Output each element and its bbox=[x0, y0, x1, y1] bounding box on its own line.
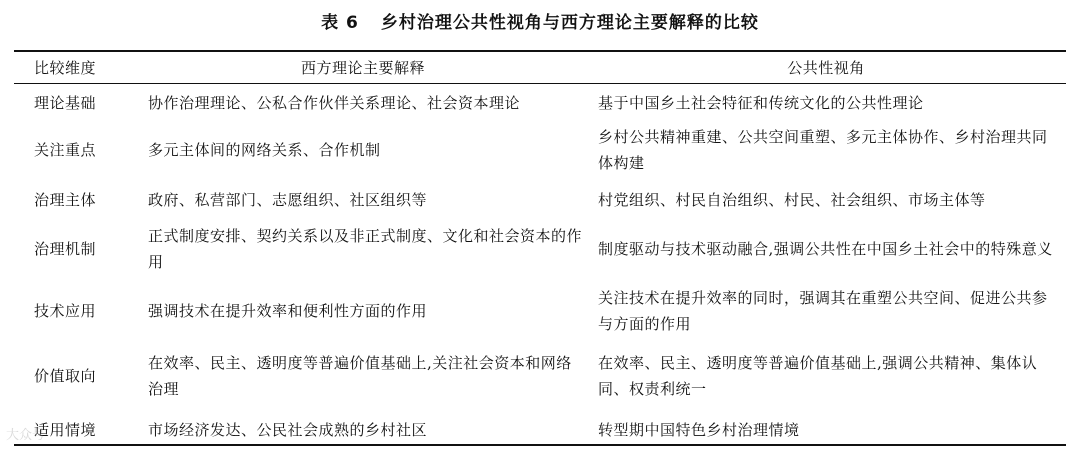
row-6-western: 在效率、民主、透明度等普遍价值基础上,关注社会资本和网络治理 bbox=[148, 354, 572, 398]
row-3-dimension: 治理主体 bbox=[34, 191, 97, 209]
watermark-text: 大众号 bbox=[6, 427, 46, 443]
row-7-public: 转型期中国特色乡村治理情境 bbox=[598, 421, 800, 439]
table-header-rule bbox=[14, 83, 1066, 84]
table-title: 乡村治理公共性视角与西方理论主要解释的比较 bbox=[380, 13, 759, 33]
header-western-theory: 西方理论主要解释 bbox=[300, 59, 425, 77]
table-top-rule bbox=[14, 50, 1066, 52]
row-5-public: 关注技术在提升效率的同时，强调其在重塑公共空间、促进公共参与方面的作用 bbox=[598, 289, 1048, 333]
row-4-western: 正式制度安排、契约关系以及非正式制度、文化和社会资本的作用 bbox=[148, 227, 583, 271]
row-4-public: 制度驱动与技术驱动融合,强调公共性在中国乡土社会中的特殊意义 bbox=[598, 240, 1053, 258]
row-2-western: 多元主体间的网络关系、合作机制 bbox=[148, 141, 381, 159]
row-2-dimension: 关注重点 bbox=[34, 141, 97, 159]
row-3-public: 村党组织、村民自治组织、村民、社会组织、市场主体等 bbox=[598, 191, 986, 209]
row-4-dimension: 治理机制 bbox=[34, 240, 97, 258]
header-public-perspective: 公共性视角 bbox=[787, 59, 865, 77]
watermark bbox=[6, 420, 106, 446]
row-1-public: 基于中国乡土社会特征和传统文化的公共性理论 bbox=[598, 94, 924, 112]
header-dimension: 比较维度 bbox=[34, 59, 97, 77]
row-3-western: 政府、私营部门、志愿组织、社区组织等 bbox=[148, 191, 428, 209]
row-5-dimension: 技术应用 bbox=[34, 302, 97, 320]
row-6-dimension: 价值取向 bbox=[34, 367, 97, 385]
row-7-dimension: 适用情境 bbox=[34, 421, 97, 439]
table-bottom-rule bbox=[14, 444, 1066, 446]
row-2-public: 乡村公共精神重建、公共空间重塑、多元主体协作、乡村治理共同体构建 bbox=[598, 128, 1048, 172]
row-1-dimension: 理论基础 bbox=[34, 94, 97, 112]
table-caption bbox=[0, 8, 1080, 33]
table-number: 表 6 bbox=[321, 13, 359, 33]
row-7-western: 市场经济发达、公民社会成熟的乡村社区 bbox=[148, 421, 428, 439]
row-5-western: 强调技术在提升效率和便利性方面的作用 bbox=[148, 302, 428, 320]
row-6-public: 在效率、民主、透明度等普遍价值基础上,强调公共精神、集体认同、权责利统一 bbox=[598, 354, 1038, 398]
row-1-western: 协作治理理论、公私合作伙伴关系理论、社会资本理论 bbox=[148, 94, 521, 112]
